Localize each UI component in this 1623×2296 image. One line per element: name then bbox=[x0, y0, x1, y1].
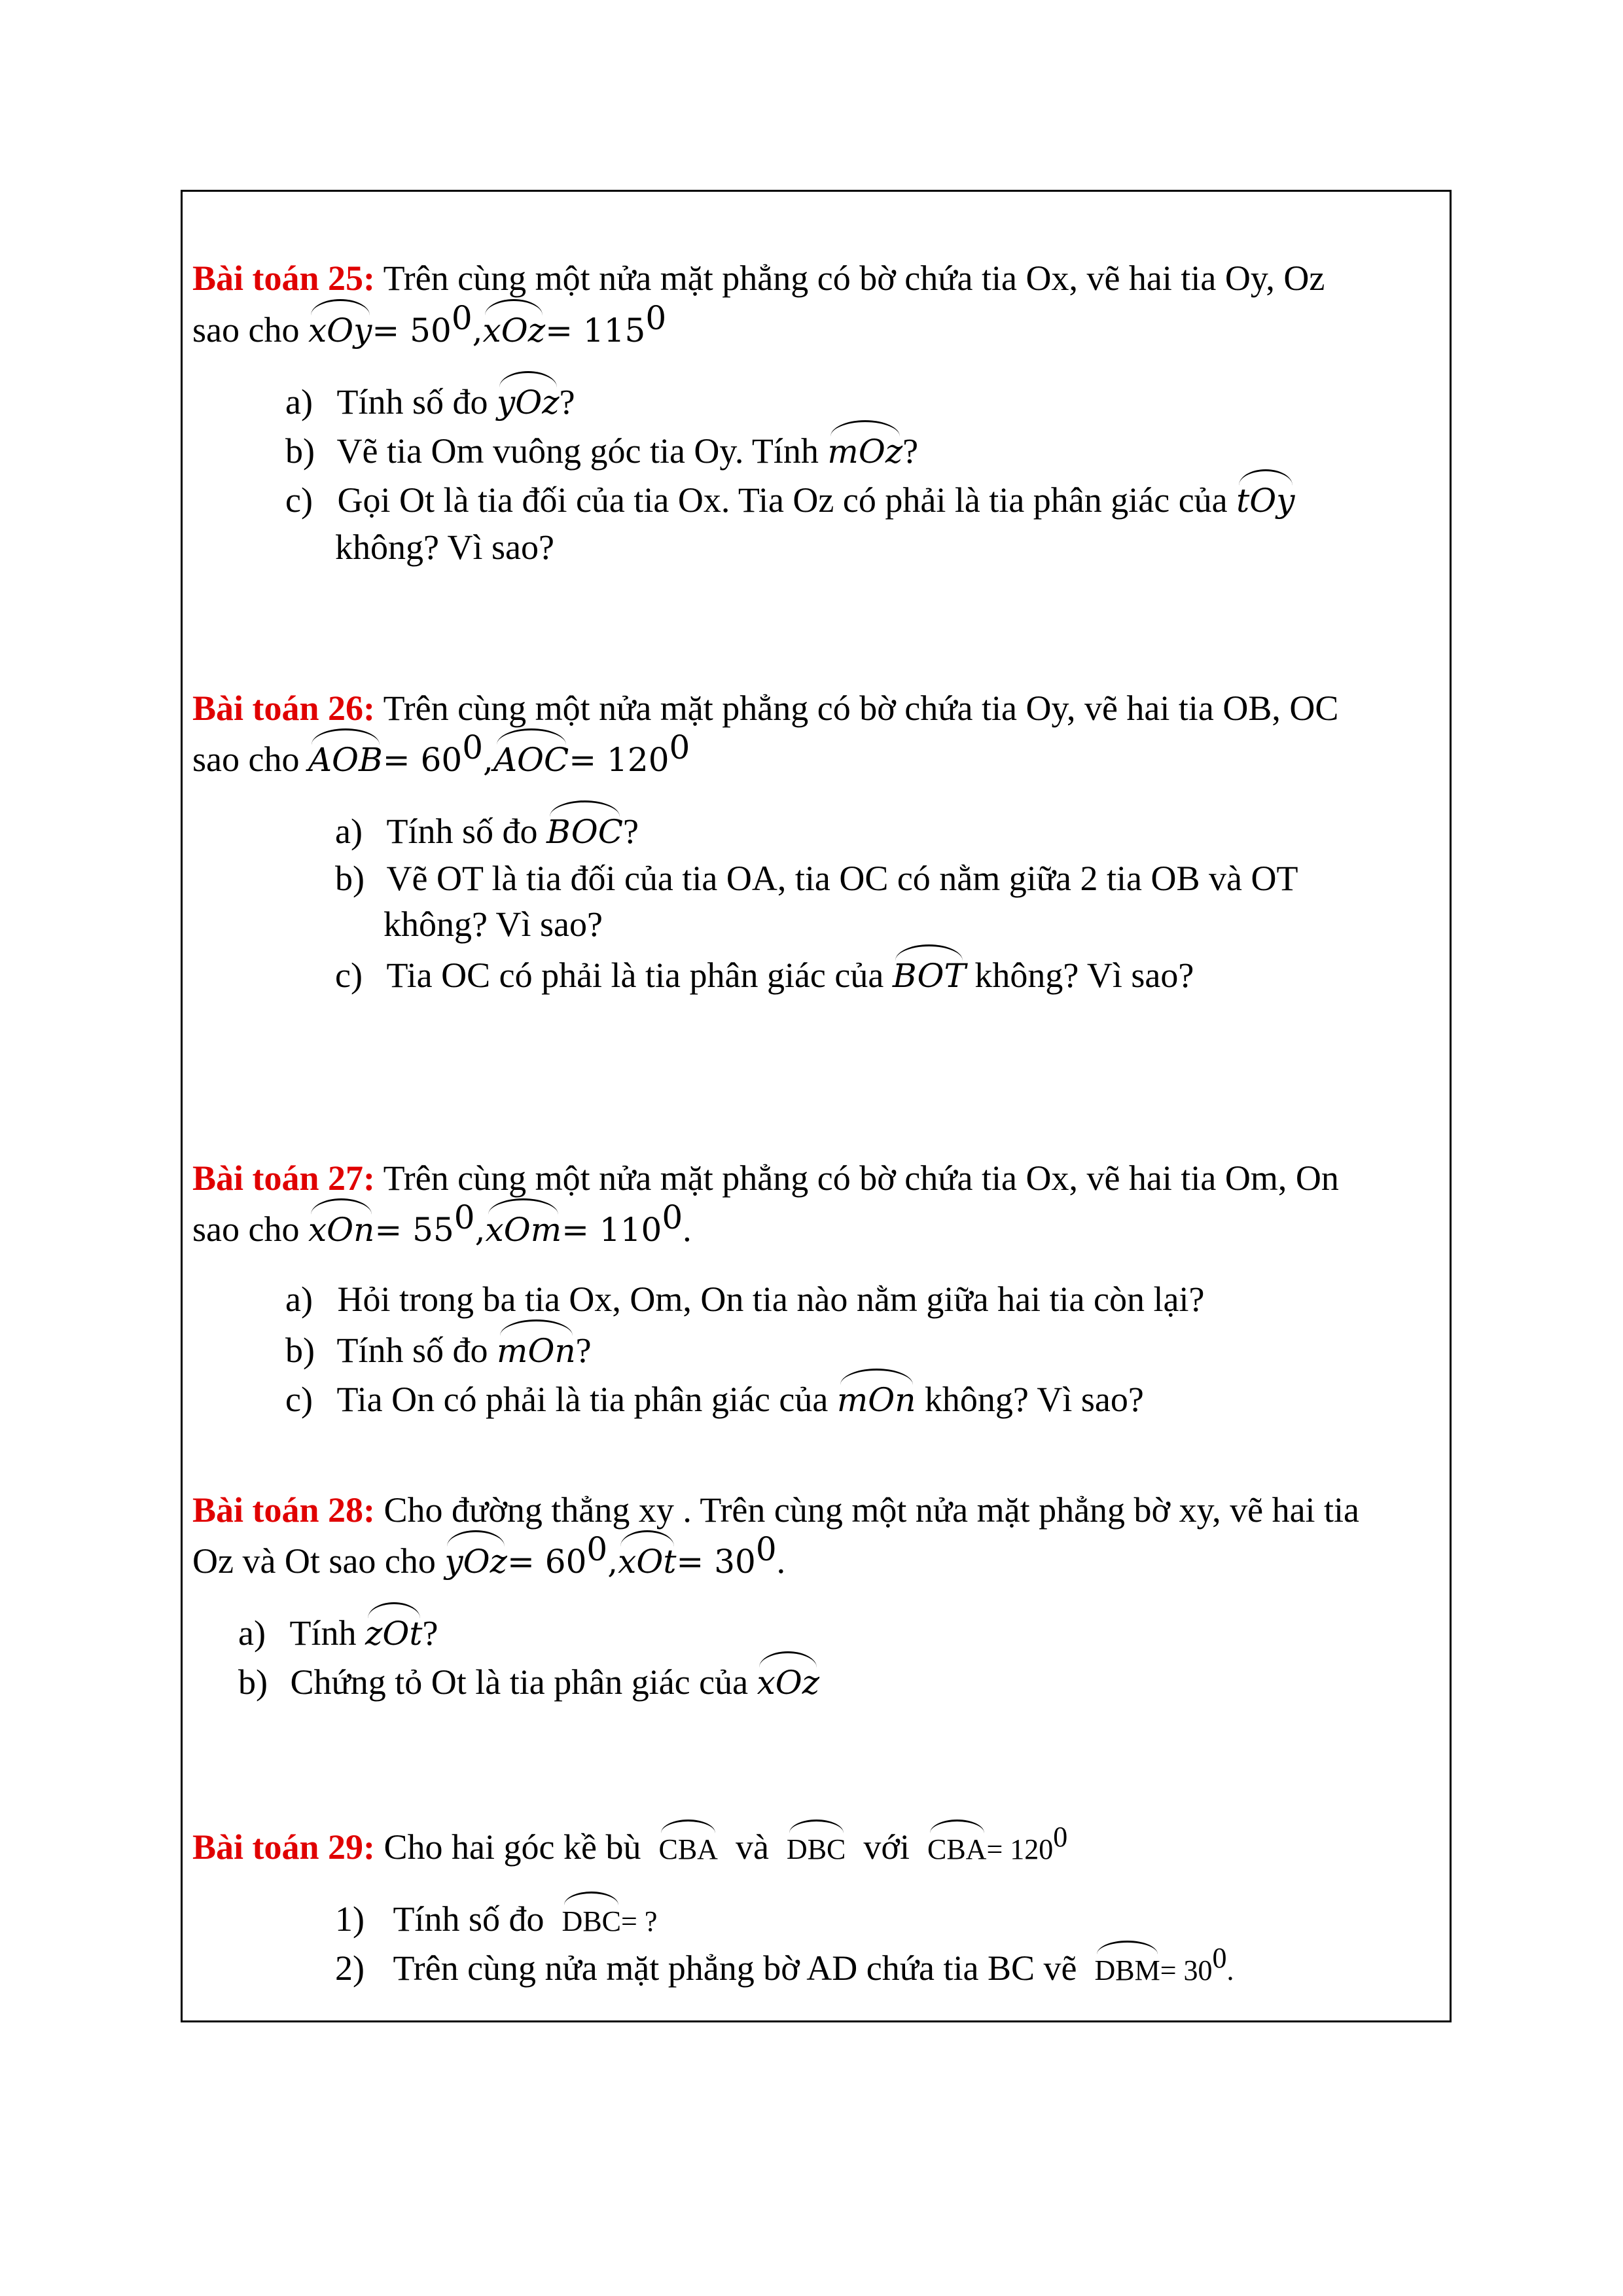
angle-zOt: zOt bbox=[365, 1610, 422, 1655]
angle-xOz: xOz bbox=[483, 307, 546, 351]
problem-25-item-c-cont: không? Vì sao? bbox=[335, 528, 554, 567]
problem-26-intro-line2: sao cho $AOB= 60^0,AOC= 120^0$ bbox=[192, 736, 690, 781]
problem-25-intro-line1: Bài toán 25: Trên cùng một nửa mặt phẳng có bờ chứa tia Ox, vẽ hai tia Oy, Oz bbox=[192, 259, 1325, 298]
angle-xOm: xOm bbox=[486, 1206, 562, 1251]
angle-CBA: CBA bbox=[658, 1826, 717, 1871]
angle-mOz: mOz bbox=[827, 428, 902, 473]
angle-CBA-2: CBA bbox=[927, 1826, 986, 1871]
angle-xOn: xOn bbox=[308, 1206, 374, 1251]
angle-xOz: xOz bbox=[757, 1659, 820, 1704]
angle-tOy: tOy bbox=[1236, 477, 1294, 522]
angle-yOz: yOz bbox=[497, 379, 560, 423]
problem-29-intro: Bài toán 29: Cho hai góc kề bù CBA và DBC với $CBA= 120^0$ bbox=[192, 1826, 1067, 1871]
problem-25-item-c: c) Gọi Ot là tia đối của tia Ox. Tia Oz có phải là tia phân giác của tOy bbox=[285, 477, 1294, 522]
problem-26-title: Bài toán 26: bbox=[192, 689, 376, 728]
problem-28-item-a: a) Tính zOt? bbox=[238, 1610, 438, 1655]
angle-mOn: mOn bbox=[497, 1327, 576, 1372]
angle-BOT: BOT bbox=[893, 952, 966, 997]
problem-28-item-b: b) Chứng tỏ Ot là tia phân giác của xOz bbox=[238, 1659, 819, 1704]
problem-27-item-b: b) Tính số đo mOn? bbox=[285, 1327, 592, 1372]
angle-DBC-2: DBC bbox=[562, 1898, 621, 1943]
problem-25-item-a: a) Tính số đo yOz? bbox=[285, 379, 575, 423]
problem-28-intro-line1: Bài toán 28: Cho đường thẳng xy . Trên cùng một nửa mặt phẳng bờ xy, vẽ hai tia bbox=[192, 1490, 1360, 1530]
angle-xOt: xOt bbox=[618, 1538, 676, 1583]
problem-27-item-a: a) Hỏi trong ba tia Ox, Om, On tia nào nằm giữa hai tia còn lại? bbox=[285, 1280, 1205, 1319]
angle-yOz: yOz bbox=[444, 1538, 507, 1583]
problem-25-title: Bài toán 25: bbox=[192, 259, 376, 298]
problem-26-intro-line1: Bài toán 26: Trên cùng một nửa mặt phẳng có bờ chứa tia Oy, vẽ hai tia OB, OC bbox=[192, 689, 1339, 728]
angle-AOC: AOC bbox=[493, 736, 569, 781]
problem-26-item-b: b) Vẽ OT là tia đối của tia OA, tia OC có nằm giữa 2 tia OB và OT bbox=[335, 859, 1298, 898]
angle-DBM: DBM bbox=[1094, 1947, 1160, 1992]
problem-27-intro-line1: Bài toán 27: Trên cùng một nửa mặt phẳng có bờ chứa tia Ox, vẽ hai tia Om, On bbox=[192, 1158, 1339, 1198]
problem-28-intro-line2: Oz và Ot sao cho $yOz= 60^0,xOt= 30^0$. bbox=[192, 1538, 785, 1583]
problem-26-item-b-cont: không? Vì sao? bbox=[383, 905, 603, 944]
angle-BOC: BOC bbox=[546, 808, 623, 853]
angle-xOy: xOy bbox=[308, 307, 372, 351]
problem-29-item-2: 2) Trên cùng nửa mặt phẳng bờ AD chứa tia BC vẽ $DBM= 30^0$. bbox=[335, 1947, 1234, 1992]
problem-26-item-c: c) Tia OC có phải là tia phân giác của BOT không? Vì sao? bbox=[335, 952, 1194, 997]
angle-DBC: DBC bbox=[787, 1826, 846, 1871]
problem-26-item-a: a) Tính số đo BOC? bbox=[335, 808, 639, 853]
problem-25-intro-line2: sao cho $xOy= 50^0,xOz= 115^0$ bbox=[192, 307, 666, 351]
problem-29-item-1: 1) Tính số đo DBC= ? bbox=[335, 1898, 657, 1943]
problem-29-title: Bài toán 29: bbox=[192, 1827, 376, 1867]
problem-27-title: Bài toán 27: bbox=[192, 1158, 376, 1198]
angle-AOB: AOB bbox=[308, 736, 383, 781]
problem-28-title: Bài toán 28: bbox=[192, 1490, 376, 1530]
problem-25-item-b: b) Vẽ tia Om vuông góc tia Oy. Tính mOz? bbox=[285, 428, 918, 473]
angle-mOn-2: mOn bbox=[837, 1376, 916, 1421]
problem-27-intro-line2: sao cho $xOn= 55^0,xOm= 110^0$. bbox=[192, 1206, 692, 1251]
problem-27-item-c: c) Tia On có phải là tia phân giác của mOn không? Vì sao? bbox=[285, 1376, 1144, 1421]
